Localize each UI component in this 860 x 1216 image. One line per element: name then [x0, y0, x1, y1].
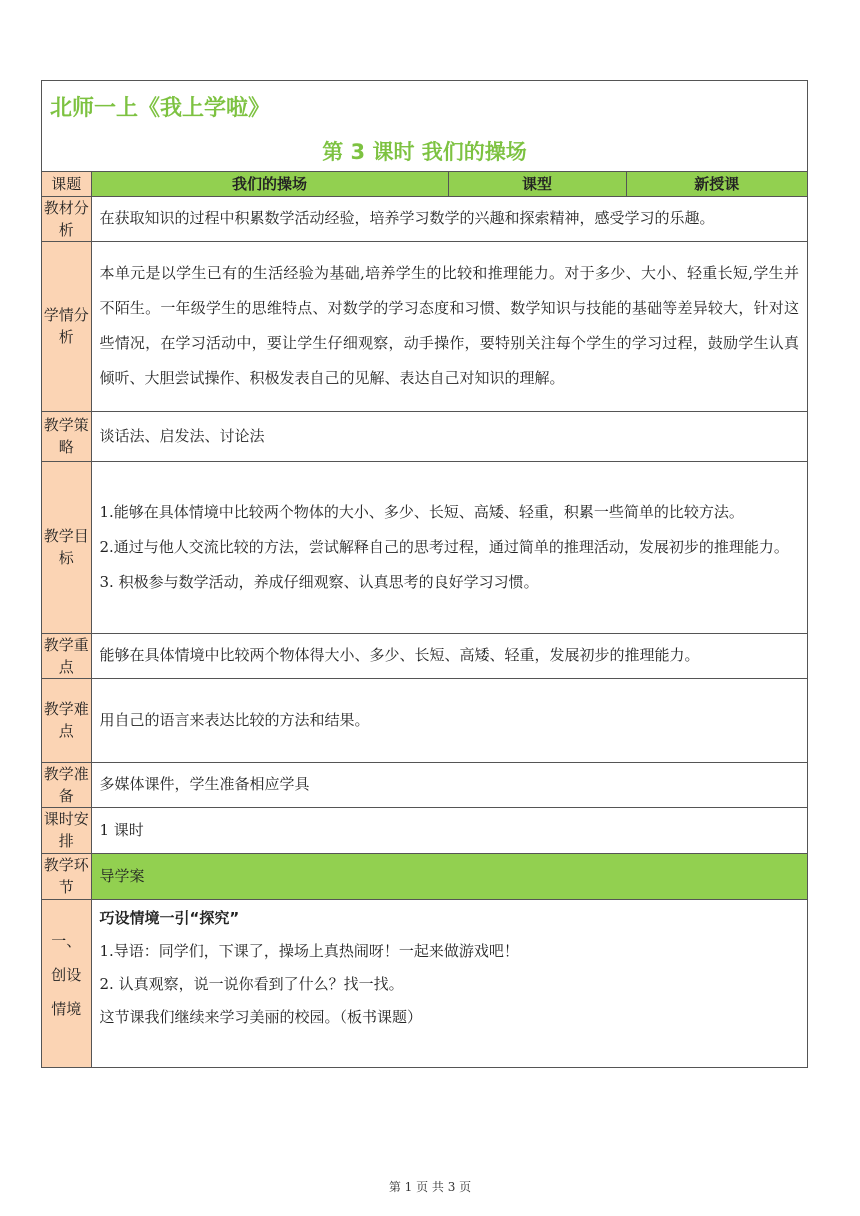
goal-item-1: 1.能够在具体情境中比较两个物体的大小、多少、长短、高矮、轻重，积累一些简单的比较方法。 [99, 502, 744, 521]
teaching-stage-text: 导学案 [91, 853, 807, 899]
teaching-difficulty-text: 用自己的语言来表达比较的方法和结果。 [91, 678, 807, 762]
teaching-prep-text: 多媒体课件，学生准备相应学具 [91, 762, 807, 807]
goal-item-3: 3. 积极参与数学活动，养成仔细观察、认真思考的良好学习习惯。 [99, 572, 539, 591]
lesson-title: 第 3 课时 我们的操场 [322, 140, 527, 164]
row-material-analysis [42, 196, 807, 241]
goal-item-2: 2.通过与他人交流比较的方法，尝试解释自己的思考过程，通过简单的推理活动，发展初步的推理能力。 [99, 537, 789, 556]
row-section-1 [42, 899, 807, 1067]
section-1-line-2: 2. 认真观察，说一说你看到了什么？找一找。 [99, 974, 404, 993]
row-teaching-goals [42, 461, 807, 633]
teaching-difficulty-label: 教学难点 [42, 678, 91, 762]
section-1-line-3: 这节课我们继续来学习美丽的校园。（板书课题） [99, 1007, 423, 1026]
row-student-analysis [42, 241, 807, 411]
lesson-plan-table [42, 172, 807, 1068]
schedule-text: 1 课时 [91, 807, 807, 853]
row-teaching-strategy [42, 411, 807, 461]
book-title: 北师一上《我上学啦》 [50, 96, 271, 121]
section-1-heading: 巧设情境一引“探究” [99, 908, 240, 927]
row-teaching-prep [42, 762, 807, 807]
teaching-strategy-text: 谈话法、启发法、讨论法 [91, 411, 807, 461]
type-value: 新授课 [626, 172, 807, 196]
type-label: 课型 [448, 172, 626, 196]
topic-label: 课题 [42, 172, 91, 196]
teaching-goals-label: 教学目标 [42, 461, 91, 633]
section-1-label: 一、 创设 情境 [42, 899, 91, 1067]
material-analysis-label: 教材分析 [42, 196, 91, 241]
row-schedule [42, 807, 807, 853]
teaching-strategy-label: 教学策略 [42, 411, 91, 461]
info-row [42, 172, 807, 196]
student-analysis-label: 学情分析 [42, 241, 91, 411]
row-teaching-key [42, 633, 807, 678]
lesson-plan-document [41, 80, 808, 1068]
section-1-line-1: 1.导语：同学们，下课了，操场上真热闹呀！一起来做游戏吧！ [99, 941, 519, 960]
student-analysis-text: 本单元是以学生已有的生活经验为基础,培养学生的比较和推理能力。对于多少、大小、轻重长短,学生并不陌生。一年级学生的思维特点、对数学的学习态度和习惯、数学知识与技能的基础等差异较大，针对这些情况，在学习活动中，要让学生仔细观察，动手操作，要特别关注每个学生的学习过程，鼓励学生认真倾听、大胆尝试操作、积极发表自己的见解、表达自己对知识的理解。 [99, 264, 799, 387]
row-teaching-stage [42, 853, 807, 899]
row-teaching-difficulty [42, 678, 807, 762]
teaching-prep-label: 教学准备 [42, 762, 91, 807]
material-analysis-text: 在获取知识的过程中积累数学活动经验，培养学习数学的兴趣和探索精神，感受学习的乐趣。 [91, 196, 807, 241]
teaching-key-text: 能够在具体情境中比较两个物体得大小、多少、长短、高矮、轻重，发展初步的推理能力。 [91, 633, 807, 678]
document-header [42, 81, 807, 172]
schedule-label: 课时安排 [42, 807, 91, 853]
teaching-stage-label: 教学环节 [42, 853, 91, 899]
page-footer: 第 1 页 共 3 页 [388, 1180, 472, 1194]
teaching-key-label: 教学重点 [42, 633, 91, 678]
topic-value: 我们的操场 [91, 172, 448, 196]
